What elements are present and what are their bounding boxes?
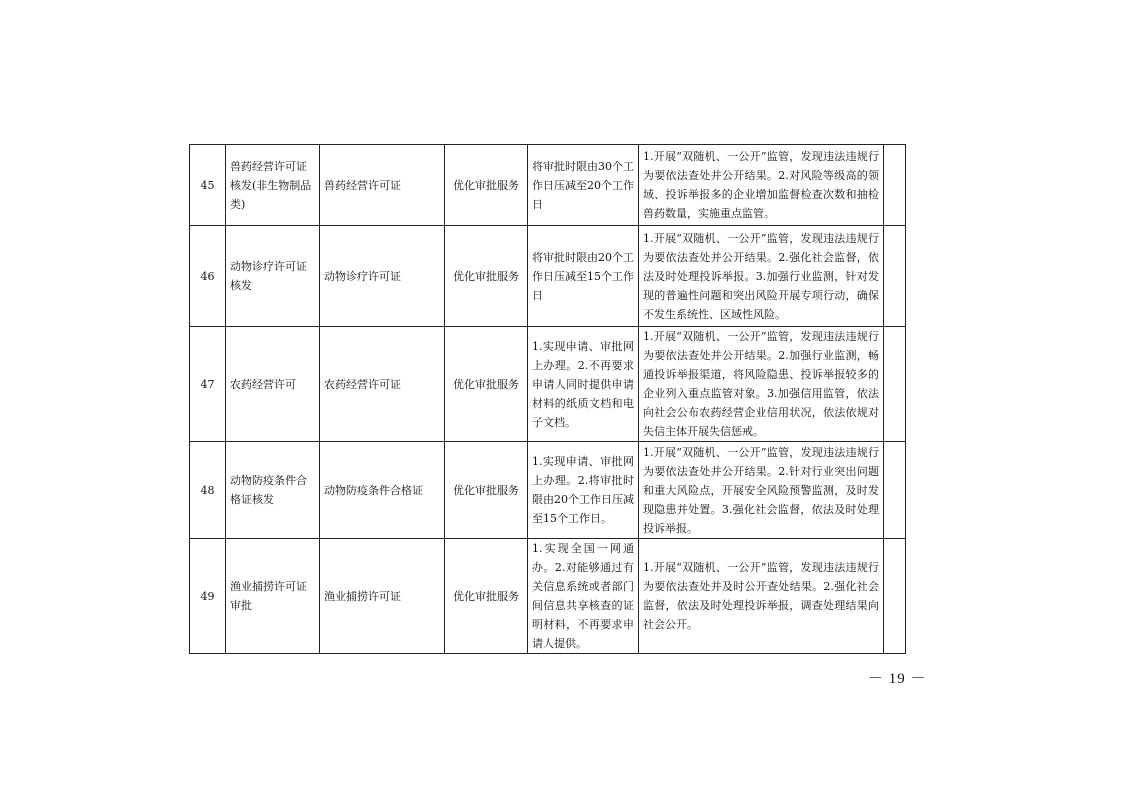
table-row: [190, 539, 906, 654]
reform-measures: 1.实现申请、审批网上办理。2.将审批时限由20个工作日压减至15个工作日。: [528, 442, 639, 539]
item-name: 渔业捕捞许可证审批: [226, 539, 320, 654]
row-number: 45: [190, 145, 226, 226]
row-number: 48: [190, 442, 226, 539]
item-name: 动物诊疗许可证核发: [226, 226, 320, 327]
item-name: 动物防疫条件合格证核发: [226, 442, 320, 539]
row-number: 46: [190, 226, 226, 327]
reform-mode: 优化审批服务: [445, 145, 528, 226]
page-number: － 19 －: [868, 671, 927, 687]
reform-measures: 将审批时限由20个工作日压减至15个工作日: [528, 226, 639, 327]
supervision-measures: 1.开展“双随机、一公开”监管，发现违法违规行为要依法查处并及时公开查处结果。2.强化社会监督，依法及时处理投诉举报，调查处理结果向社会公开。: [639, 539, 884, 654]
supervision-measures: 1.开展“双随机、一公开”监管，发现违法违规行为要依法查处并公开结果。2.加强行业监测，畅通投诉举报渠道，将风险隐患、投诉举报较多的企业列入重点监管对象。3.加强信用监管，依法向社会公布农药经营企业信用状况，依法依规对失信主体开展失信惩戒。: [639, 327, 884, 442]
license-name: 兽药经营许可证: [320, 145, 445, 226]
row-number: 47: [190, 327, 226, 442]
remarks: [884, 145, 906, 226]
supervision-measures: 1.开展“双随机、一公开”监管，发现违法违规行为要依法查处并公开结果。2.针对行业突出问题和重大风险点，开展安全风险预警监测，及时发现隐患并处置。3.强化社会监督，依法及时处理投诉举报。: [639, 442, 884, 539]
table-row: [190, 226, 906, 327]
reform-mode: 优化审批服务: [445, 327, 528, 442]
reform-mode: 优化审批服务: [445, 539, 528, 654]
reform-mode: 优化审批服务: [445, 226, 528, 327]
license-name: 渔业捕捞许可证: [320, 539, 445, 654]
table-row: [190, 145, 906, 226]
reform-mode: 优化审批服务: [445, 442, 528, 539]
table-row: [190, 327, 906, 442]
license-name: 农药经营许可证: [320, 327, 445, 442]
remarks: [884, 539, 906, 654]
supervision-measures: 1.开展“双随机、一公开”监管，发现违法违规行为要依法查处并公开结果。2.对风险等级高的领域、投诉举报多的企业增加监督检查次数和抽检兽药数量，实施重点监管。: [639, 145, 884, 226]
table-row: [190, 442, 906, 539]
remarks: [884, 226, 906, 327]
license-name: 动物诊疗许可证: [320, 226, 445, 327]
item-name: 农药经营许可: [226, 327, 320, 442]
remarks: [884, 442, 906, 539]
reform-measures-table: [189, 144, 906, 654]
row-number: 49: [190, 539, 226, 654]
item-name: 兽药经营许可证核发(非生物制品类): [226, 145, 320, 226]
license-name: 动物防疫条件合格证: [320, 442, 445, 539]
supervision-measures: 1.开展“双随机、一公开”监管，发现违法违规行为要依法查处并公开结果。2.强化社会监督，依法及时处理投诉举报。3.加强行业监测，针对发现的普遍性问题和突出风险开展专项行动，确保不发生系统性、区域性风险。: [639, 226, 884, 327]
remarks: [884, 327, 906, 442]
reform-measures: 1.实现申请、审批网上办理。2.不再要求申请人同时提供申请材料的纸质文档和电子文档。: [528, 327, 639, 442]
reform-measures: 将审批时限由30个工作日压减至20个工作日: [528, 145, 639, 226]
reform-measures: 1.实现全国一网通办。2.对能够通过有关信息系统或者部门间信息共享核查的证明材料，不再要求申请人提供。: [528, 539, 639, 654]
